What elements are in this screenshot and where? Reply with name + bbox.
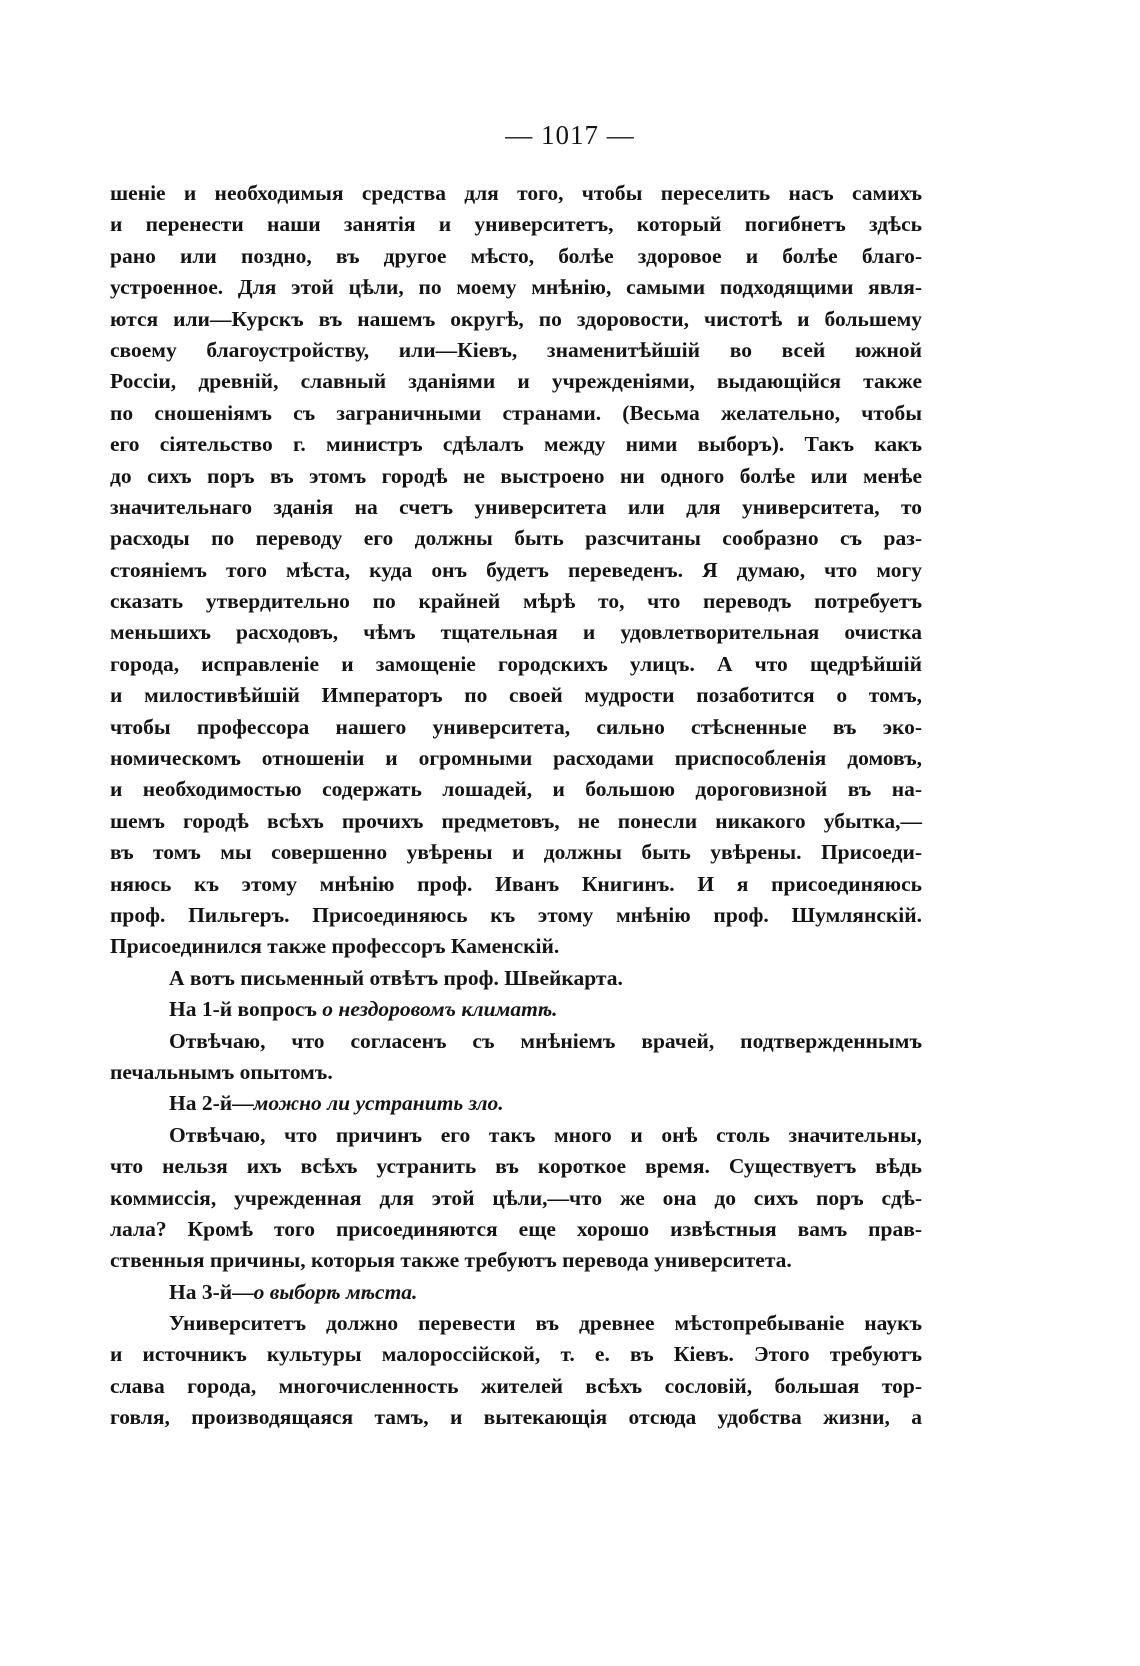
- text-line: печальнымъ опытомъ.: [110, 1059, 333, 1084]
- text-line: и необходимостью содержать лошадей, и большою дороговизной въ на-: [110, 777, 922, 802]
- question-label: На 1-й вопросъ: [169, 997, 323, 1022]
- text-line: Отвѣчаю, что причинъ его такъ много и онѣ столь значительны,: [169, 1122, 922, 1147]
- text-line: устроенное. Для этой цѣли, по моему мнѣнію, самыми подходящими явля-: [110, 275, 922, 300]
- text-line: лала? Кромѣ того присоединяются еще хорошо извѣстныя вамъ прав-: [110, 1216, 922, 1241]
- text-line: своему благоустройству, или—Кіевъ, знаменитѣйшій во всей южной: [110, 337, 922, 362]
- text-line: номическомъ отношеніи и огромными расходами приспособленія домовъ,: [110, 746, 922, 771]
- text-line: меньшихъ расходовъ, чѣмъ тщательная и удовлетворительная очистка: [110, 620, 922, 645]
- body-text: [110, 178, 922, 1434]
- text-line: его сіятельство г. министръ сдѣлалъ между ними выборъ). Такъ какъ: [110, 432, 922, 457]
- text-line: няюсь къ этому мнѣнію проф. Иванъ Книгинъ. И я присоединяюсь: [110, 871, 922, 896]
- text-line: сказать утвердительно по крайней мѣрѣ то, что переводъ потребуетъ: [110, 589, 922, 614]
- text-line: шемъ городѣ всѣхъ прочихъ предметовъ, не понесли никакого убытка,—: [110, 808, 922, 833]
- text-line: [110, 994, 922, 1025]
- text-line: и милостивѣйшій Императоръ по своей мудрости позаботится о томъ,: [110, 683, 922, 708]
- text-line: [110, 1088, 922, 1119]
- text-line: по сношеніямъ съ заграничными странами. (Весьма желательно, чтобы: [110, 400, 922, 425]
- question-topic: можно ли устранить зло.: [253, 1091, 504, 1116]
- question-label: На 3-й—: [169, 1279, 254, 1304]
- text-line: стояніемъ того мѣста, куда онъ будетъ переведенъ. Я думаю, что могу: [110, 557, 922, 582]
- text-line: говля, производящаяся тамъ, и вытекающія отсюда удобства жизни, а: [110, 1405, 922, 1430]
- text-line: слава города, многочисленность жителей всѣхъ сословій, большая тор-: [110, 1373, 922, 1398]
- text-line: [110, 1277, 922, 1308]
- question-topic: о выборѣ мѣста.: [253, 1279, 418, 1304]
- text-line: до сихъ поръ въ этомъ городѣ не выстроено ни одного болѣе или менѣе: [110, 463, 922, 488]
- text-line: Присоединился также профессоръ Каменскій.: [110, 934, 560, 959]
- text-line: шеніе и необходимыя средства для того, чтобы переселить насъ самихъ: [110, 181, 922, 205]
- text-line: ственныя причины, которыя также требуютъ перевода университета.: [110, 1248, 792, 1273]
- text-line: въ томъ мы совершенно увѣрены и должны быть увѣрены. Присоеди-: [110, 840, 922, 865]
- text-line: ются или—Курскъ въ нашемъ округѣ, по здоровости, чистотѣ и большему: [110, 306, 922, 331]
- text-line: Россіи, древній, славный зданіями и учрежденіями, выдающійся также: [110, 369, 922, 394]
- question-label: На 2-й—: [169, 1091, 254, 1116]
- text-line: Университетъ должно перевести въ древнее мѣстопребываніе наукъ: [169, 1311, 922, 1336]
- text-line: и источникъ культуры малороссійской, т. е. въ Кіевъ. Этого требуютъ: [110, 1342, 922, 1367]
- text-line: чтобы профессора нашего университета, сильно стѣсненные въ эко-: [110, 714, 922, 739]
- text-line: и перенести наши занятія и университетъ, который погибнетъ здѣсь: [110, 212, 922, 237]
- text-line: А вотъ письменный отвѣтъ проф. Швейкарта.: [169, 965, 623, 990]
- text-line: коммиссія, учрежденная для этой цѣли,—что же она до сихъ поръ сдѣ-: [110, 1185, 922, 1210]
- text-line: проф. Пильгеръ. Присоединяюсь къ этому мнѣнію проф. Шумлянскій.: [110, 902, 922, 927]
- text-line: значительнаго зданія на счетъ университета или для университета, то: [110, 494, 922, 519]
- text-line: расходы по переводу его должны быть разсчитаны сообразно съ раз-: [110, 526, 922, 551]
- text-line: что нельзя ихъ всѣхъ устранить въ короткое время. Существуетъ вѣдь: [110, 1154, 922, 1179]
- page-number: — 1017 —: [505, 120, 635, 150]
- text-line: Отвѣчаю, что согласенъ съ мнѣніемъ врачей, подтвержденнымъ: [169, 1028, 922, 1053]
- text-line: города, исправленіе и замощеніе городскихъ улицъ. А что щедрѣйшій: [110, 651, 922, 676]
- question-topic: о нездоровомъ климатѣ.: [322, 997, 558, 1022]
- text-line: рано или поздно, въ другое мѣсто, болѣе здоровое и болѣе благо-: [110, 243, 922, 268]
